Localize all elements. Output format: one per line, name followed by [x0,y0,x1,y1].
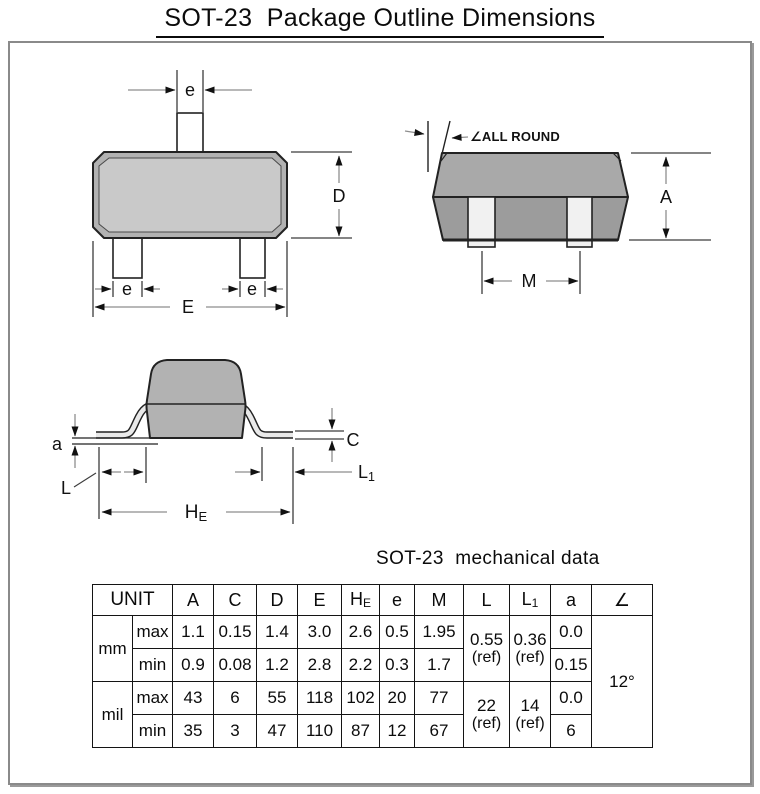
cell-mm-L: 0.55 (ref) [464,616,510,682]
cell-mil-min-a: 6 [551,715,592,748]
dim-label-e-left: e [121,279,133,299]
header-E: E [298,585,342,616]
front-view-diagram [93,70,352,317]
cell-mil-L: 22 (ref) [464,682,510,748]
cell-unit-mm: mm [93,616,133,682]
cell-mil-max-E: 118 [298,682,342,715]
cell-mm-min-label: min [133,649,173,682]
all-round-callout-label: ∠ALL ROUND [470,129,560,144]
cell-mil-max-D: 55 [257,682,298,715]
dim-label-E: E [181,297,195,317]
cell-mm-max-HE: 2.6 [342,616,380,649]
cell-angle-value: 12° [592,616,653,748]
package-body-inner [99,158,281,232]
cell-mil-max-e: 20 [380,682,415,715]
cell-mil-min-HE: 87 [342,715,380,748]
cell-mil-max-a: 0.0 [551,682,592,715]
package-top-face [433,153,628,197]
dim-label-M: M [521,271,537,291]
cell-mm-max-E: 3.0 [298,616,342,649]
cell-mm-max-label: max [133,616,173,649]
page-title: SOT-23 Package Outline Dimensions [156,4,603,38]
table-header-row [93,585,653,616]
header-A: A [173,585,214,616]
header-D: D [257,585,298,616]
dim-label-A: A [659,187,673,207]
dim-label-e-top: e [184,80,196,100]
dim-label-L1: L1 [358,462,375,484]
header-L1: L1 [510,585,551,616]
callout-arrow [405,131,424,134]
cell-mm-max-A: 1.1 [173,616,214,649]
header-C: C [214,585,257,616]
cell-mil-min-label: min [133,715,173,748]
dim-label-L: L [60,478,72,498]
cell-mil-max-M: 77 [415,682,464,715]
cell-mm-min-C: 0.08 [214,649,257,682]
dim-label-a: a [51,434,63,454]
perspective-view-diagram [405,121,711,294]
bottom-right-pin [240,238,265,278]
table-row-mm-max [93,616,653,649]
package-front-face [433,197,628,240]
header-L: L [464,585,510,616]
cell-mm-min-HE: 2.2 [342,649,380,682]
cell-mm-min-e: 0.3 [380,649,415,682]
molded-body [147,360,246,438]
mechanical-data-table [92,584,653,748]
leader-line [74,473,96,487]
dim-label-C: C [346,430,360,450]
cell-mil-max-C: 6 [214,682,257,715]
cell-mm-max-C: 0.15 [214,616,257,649]
cell-mm-min-a: 0.15 [551,649,592,682]
bottom-left-pin [113,238,142,278]
cell-mil-min-D: 47 [257,715,298,748]
cell-unit-mil: mil [93,682,133,748]
cell-mm-max-D: 1.4 [257,616,298,649]
cell-mil-min-C: 3 [214,715,257,748]
header-e: e [380,585,415,616]
dim-label-D: D [332,186,346,206]
table-row-mm-min [93,649,653,682]
table-row-mil-max [93,682,653,715]
cell-mm-min-A: 0.9 [173,649,214,682]
cell-mil-max-label: max [133,682,173,715]
cell-mm-min-D: 1.2 [257,649,298,682]
top-pin [177,113,203,154]
cell-mil-L1: 14 (ref) [510,682,551,748]
cell-mm-max-e: 0.5 [380,616,415,649]
cell-mm-max-a: 0.0 [551,616,592,649]
cell-mil-max-HE: 102 [342,682,380,715]
cell-mil-max-A: 43 [173,682,214,715]
callout-arrow [452,137,468,138]
cell-mm-max-M: 1.95 [415,616,464,649]
dim-label-HE: HE [184,502,208,524]
cell-mm-L1: 0.36 (ref) [510,616,551,682]
cell-mil-min-e: 12 [380,715,415,748]
table-row-mil-min [93,715,653,748]
cell-mm-min-E: 2.8 [298,649,342,682]
header-M: M [415,585,464,616]
cell-mm-min-M: 1.7 [415,649,464,682]
header-HE: HE [342,585,380,616]
chamfer-edge-line [442,121,450,154]
header-unit: UNIT [93,585,173,616]
cell-mil-min-E: 110 [298,715,342,748]
dim-label-e-right: e [246,279,258,299]
side-view-diagram [52,360,375,524]
cell-mil-min-A: 35 [173,715,214,748]
header-angle: ∠ [592,585,653,616]
header-a: a [551,585,592,616]
cell-mil-min-M: 67 [415,715,464,748]
table-heading: SOT-23 mechanical data [376,548,600,569]
